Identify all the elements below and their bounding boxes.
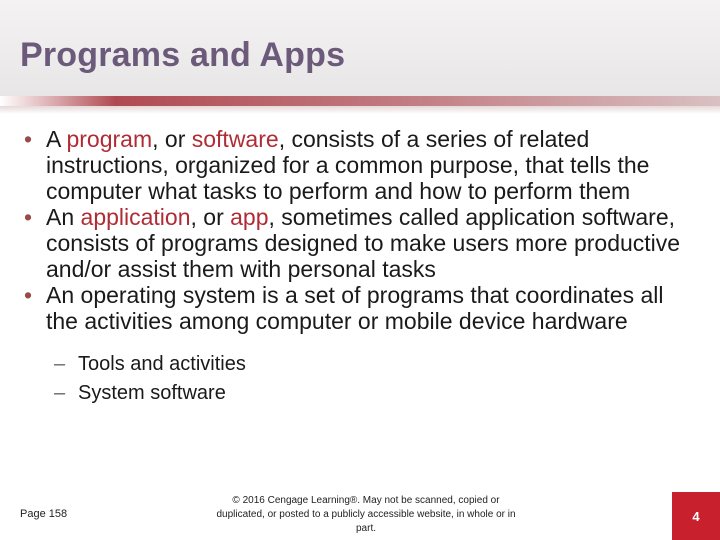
slide-number-badge: 4 bbox=[672, 492, 720, 540]
copyright-notice: © 2016 Cengage Learning®. May not be scanned, copied or duplicated, or posted to a publicly accessible website, in whole or in part. bbox=[216, 495, 516, 534]
highlighted-term: program bbox=[66, 126, 153, 152]
dash-icon: – bbox=[54, 382, 66, 404]
bullet-item bbox=[20, 126, 696, 204]
bullet-dot-icon: • bbox=[24, 282, 33, 308]
bullet-text: An operating system is a set of programs that coordinates all the activities among computer or mobile device hardware bbox=[46, 282, 664, 334]
slide-title: Programs and Apps bbox=[20, 36, 346, 74]
highlighted-term: application bbox=[80, 204, 191, 230]
bullet-text: , sometimes called application software, consists of programs designed to make users more productive and/or assist them with personal tasks bbox=[46, 204, 681, 282]
slide-content bbox=[20, 126, 696, 408]
sub-bullet-text: Tools and activities bbox=[78, 353, 246, 375]
bullet-text: , or bbox=[152, 126, 192, 152]
bullet-text: An bbox=[46, 204, 81, 230]
sub-bullet-text: System software bbox=[78, 382, 226, 404]
highlighted-term: app bbox=[230, 204, 269, 230]
bullet-item bbox=[20, 204, 696, 282]
bullet-list bbox=[20, 126, 696, 334]
bullet-dot-icon: • bbox=[24, 126, 33, 152]
dash-icon: – bbox=[54, 353, 66, 375]
accent-bar bbox=[0, 96, 720, 106]
page-reference: Page 158 bbox=[20, 508, 68, 520]
bullet-text: , or bbox=[190, 204, 231, 230]
bullet-text: , consists of a series of related instructions, organized for a common purpose, that tells the computer what tasks to perform and how to perform them bbox=[46, 126, 650, 204]
sub-bullet-list bbox=[20, 350, 696, 408]
sub-bullet-item bbox=[20, 350, 696, 379]
bullet-dot-icon: • bbox=[24, 204, 33, 230]
bullet-item bbox=[20, 282, 696, 334]
highlighted-term: software bbox=[191, 126, 279, 152]
bullet-text: A bbox=[46, 126, 67, 152]
sub-bullet-item bbox=[20, 379, 696, 408]
accent-shadow bbox=[0, 106, 720, 114]
